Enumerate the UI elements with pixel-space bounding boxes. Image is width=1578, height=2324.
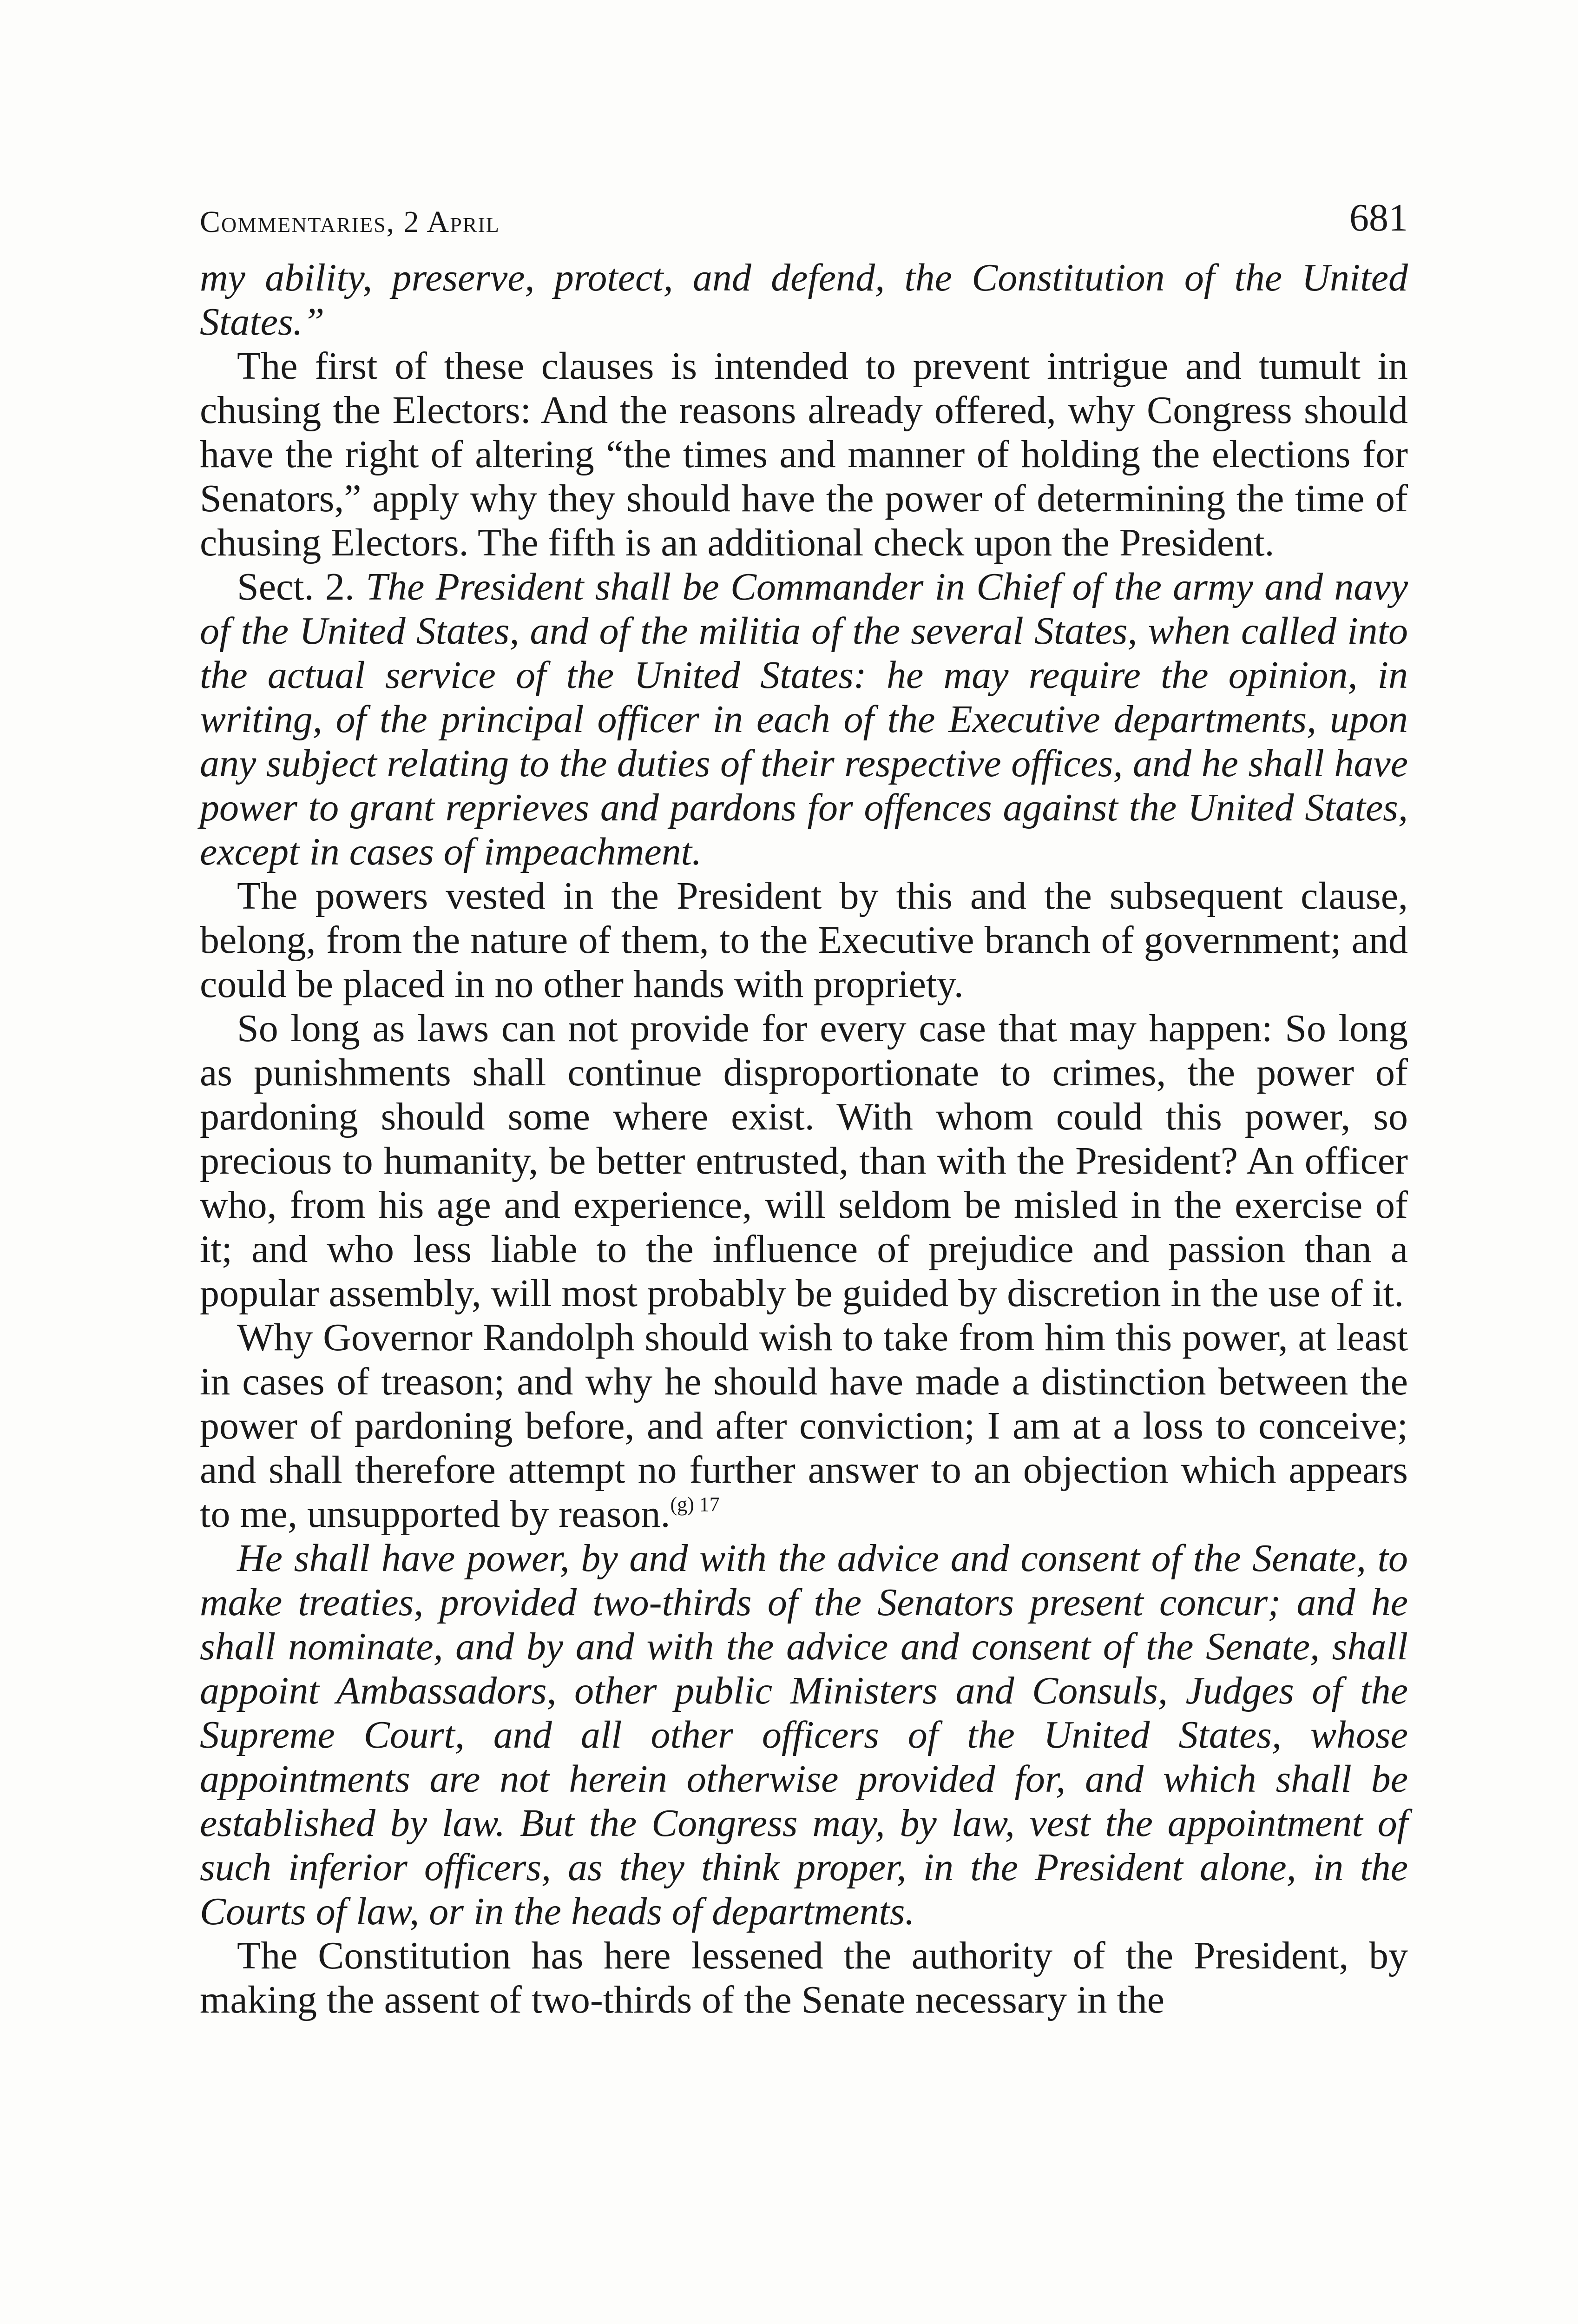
body-text [200, 256, 1408, 2022]
paragraph-1: my ability, preserve, protect, and defend, the Constitution of the United States.” [200, 256, 1408, 343]
paragraph-8: The Constitution has here lessened the authority of the President, by making the assent of two-thirds of the Senate necessary in the [200, 1934, 1408, 2021]
footnote-marker: (g) 17 [670, 1493, 720, 1516]
paragraph-6 [200, 1315, 1408, 1536]
section-2-clause: The President shall be Commander in Chief of the army and navy of the United States, and of the militia of the several States, when called into the actual service of the United States: he may require the opinion, in writing, of the principal officer in each of the Executive departments, upon any subject relating to the duties of their respective offices, and he shall have power to grant reprieves and pardons for offences against the United States, except in cases of impeachment. [200, 565, 1408, 873]
section-lead: Sect. 2. [237, 565, 366, 608]
paragraph-4: The powers vested in the President by this and the subsequent clause, belong, from the nature of them, to the Executive branch of government; and could be placed in no other hands with propriety. [200, 874, 1408, 1006]
paragraph-3 [200, 565, 1408, 874]
paragraph-5: So long as laws can not provide for every case that may happen: So long as punishments shall continue disproportionate to crimes, the power of pardoning should some where exist. With whom could this power, so precious to humanity, be better entrusted, than with the President? An officer who, from his age and experience, will seldom be misled in the exercise of it; and who less liable to the influence of prejudice and passion than a popular assembly, will most probably be guided by discretion in the use of it. [200, 1007, 1408, 1315]
running-title: Commentaries, 2 April [200, 205, 500, 239]
paragraph-2: The first of these clauses is intended to prevent intrigue and tumult in chusing the Electors: And the reasons already offered, why Congress should have the right of altering “the times and manner of holding the elections for Senators,” apply why they should have the power of determining the time of chusing Electors. The fifth is an additional check upon the President. [200, 344, 1408, 564]
paragraph-7: He shall have power, by and with the advice and consent of the Senate, to make treaties, provided two-thirds of the Senators present concur; and he shall nominate, and by and with the advice and consent of the Senate, shall appoint Ambassadors, other public Ministers and Consuls, Judges of the Supreme Court, and all other officers of the United States, whose appointments are not herein otherwise provided for, and which shall be established by law. But the Congress may, by law, vest the appointment of such inferior officers, as they think proper, in the President alone, in the Courts of law, or in the heads of departments. [200, 1537, 1408, 1933]
document-page [200, 195, 1408, 2022]
running-head [200, 195, 1408, 256]
page-number: 681 [1349, 196, 1408, 239]
paragraph-6-text: Why Governor Randolph should wish to take from him this power, at least in cases of treason; and why he should have made a distinction between the power of pardoning before, and after conviction; I am at a loss to conceive; and shall therefore attempt no further answer to an objection which appears to me, unsupported by reason. [200, 1316, 1408, 1536]
